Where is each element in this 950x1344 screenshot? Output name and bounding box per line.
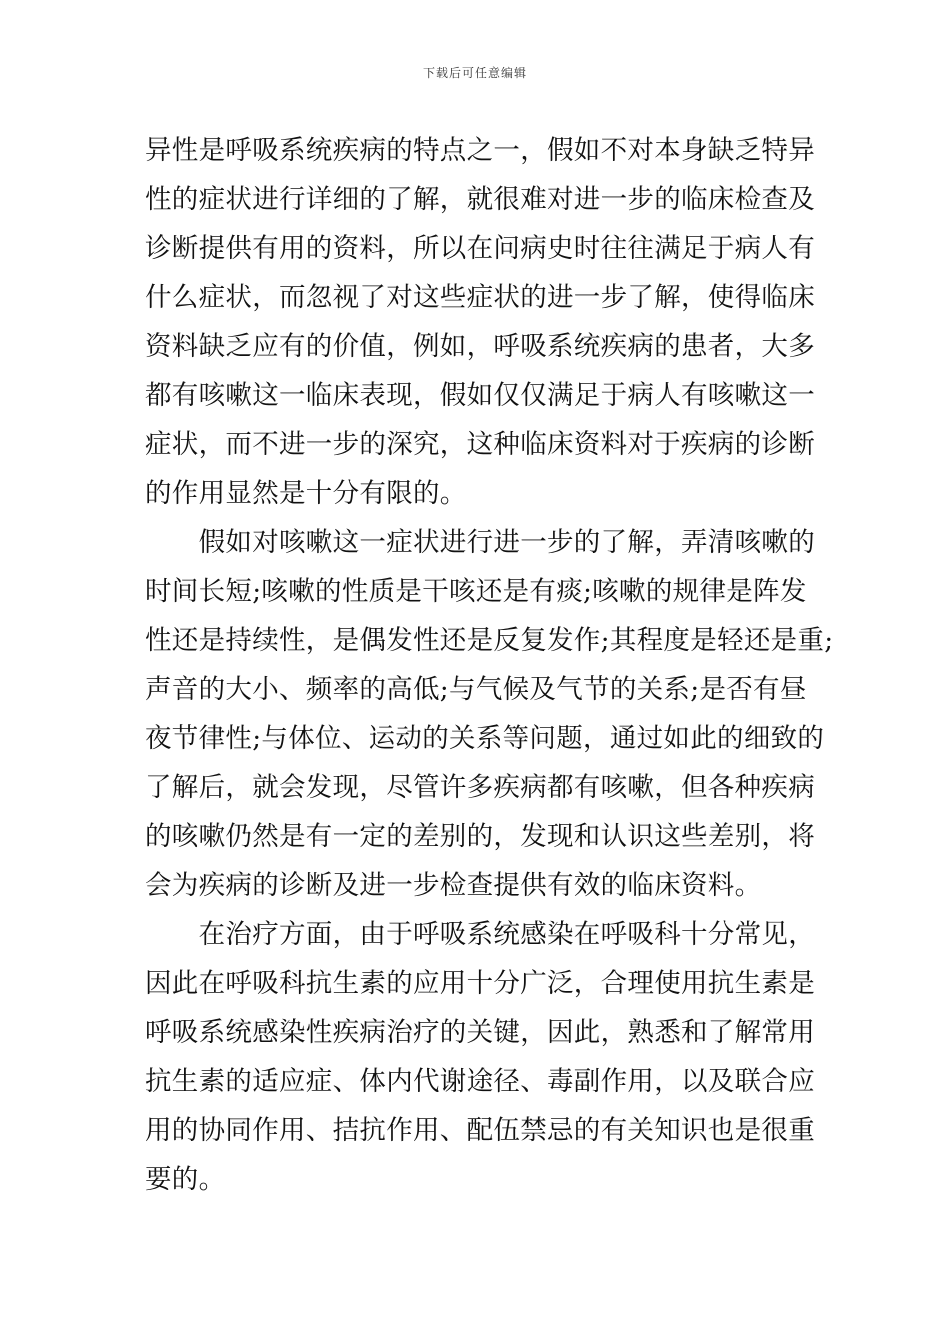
text-line: 性的症状进行详细的了解，就很难对进一步的临床检查及: [145, 184, 815, 215]
text-line: 呼吸系统感染性疾病治疗的关键，因此，熟悉和了解常用: [145, 1017, 815, 1048]
text-line: 性还是持续性，是偶发性还是反复发作;其程度是轻还是重;: [145, 625, 834, 656]
text-line: 都有咳嗽这一临床表现，假如仅仅满足于病人有咳嗽这一: [145, 380, 815, 411]
paragraph-2: [145, 518, 834, 910]
header-note: 下载后可任意编辑: [422, 66, 527, 80]
text-line: 什么症状，而忽视了对这些症状的进一步了解，使得临床: [145, 282, 815, 313]
text-line: 诊断提供有用的资料，所以在问病史时往往满足于病人有: [145, 233, 815, 264]
text-line: 的咳嗽仍然是有一定的差别的，发现和认识这些差别，将: [145, 821, 815, 852]
text-line: 会为疾病的诊断及进一步检查提供有效的临床资料。: [145, 870, 762, 901]
text-line: 声音的大小、频率的高低;与气候及气节的关系;是否有昼: [145, 674, 807, 705]
text-line: 要的。: [145, 1164, 226, 1195]
text-line: 了解后，就会发现，尽管许多疾病都有咳嗽，但各种疾病: [145, 772, 815, 803]
text-line: 的作用显然是十分有限的。: [145, 478, 467, 509]
text-line: 用的协同作用、拮抗作用、配伍禁忌的有关知识也是很重: [145, 1115, 815, 1146]
text-line: 症状，而不进一步的深究，这种临床资料对于疾病的诊断: [145, 429, 815, 460]
text-line: 异性是呼吸系统疾病的特点之一，假如不对本身缺乏特异: [145, 135, 815, 166]
text-line: 夜节律性;与体位、运动的关系等问题，通过如此的细致的: [145, 723, 825, 754]
body-text: [145, 126, 834, 1204]
text-line: 资料缺乏应有的价值，例如，呼吸系统疾病的患者，大多: [145, 331, 815, 362]
paragraph-3: [145, 910, 813, 1204]
paragraph-1: [145, 126, 813, 518]
text-line: 时间长短;咳嗽的性质是干咳还是有痰;咳嗽的规律是阵发: [145, 576, 807, 607]
text-line: 假如对咳嗽这一症状进行进一步的了解，弄清咳嗽的: [145, 527, 815, 558]
text-line: 因此在呼吸科抗生素的应用十分广泛，合理使用抗生素是: [145, 968, 815, 999]
text-line: 在治疗方面，由于呼吸系统感染在呼吸科十分常见，: [145, 919, 815, 950]
text-line: 抗生素的适应症、体内代谢途径、毒副作用，以及联合应: [145, 1066, 815, 1097]
